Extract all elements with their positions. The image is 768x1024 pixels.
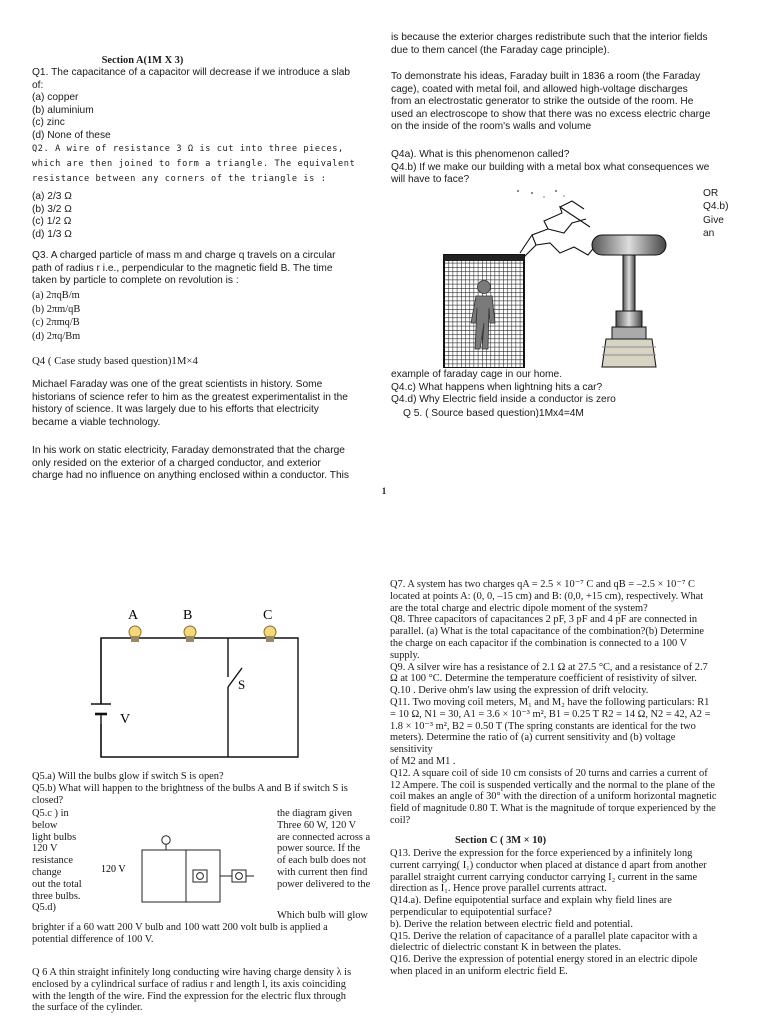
q5c-word: below (32, 819, 58, 831)
q2-option: (c) 1/2 Ω (32, 216, 72, 228)
q5c-word: light bulbs (32, 831, 77, 843)
bulb-icon (162, 836, 170, 850)
section-c-questions (390, 848, 762, 978)
q12-line: 12 Ampere. The coil is suspended vertically and the normal to the plane of the (390, 779, 716, 791)
q8-line: parallel. (a) What is the total capacitance of the combination?(b) Determine (390, 626, 704, 638)
q13-line: Q13. Derive the expression for the force experienced by a infinitely long (390, 848, 693, 859)
q7-line: located at points A: (0, 0, –15 cm) and B: (0,0, +15 cm), respectively. What (390, 590, 704, 602)
q15-line: dielectric of dielectric constant K in between the plates. (390, 942, 622, 954)
q12-line: coil makes an angle of 30° with the direction of a uniform horizontal magnetic (390, 791, 717, 803)
an-word: an (703, 228, 715, 240)
q5d-right: Which bulb will glow (277, 910, 368, 921)
q3-option: (c) 2πmq/B (32, 317, 80, 329)
question-5-ab (32, 771, 382, 806)
paragraph-line: In his work on static electricity, Faraday demonstrated that the charge (32, 445, 345, 456)
q3-line: taken by particle to complete on revolution is : (32, 275, 239, 287)
bulb-label: C (263, 608, 273, 623)
q3-option: (a) 2πqB/m (32, 290, 80, 301)
q12-line: Q12. A square coil of side 10 cm consists of 20 turns and carries a current of (390, 767, 708, 779)
paragraph-line: became a viable technology. (32, 416, 161, 428)
paragraph-line: To demonstrate his ideas, Faraday built in 1836 a room (the Faraday (391, 71, 701, 82)
q3-line: path of radius r i.e., perpendicular to the magnetic field B. The time (32, 262, 333, 274)
q11-line: 1.8 × 10⁻³ m², B2 = 0.50 T (The spring constants are identical for the two (390, 720, 696, 732)
q3-option: (b) 2πm/qB (32, 303, 81, 315)
battery-icon (91, 638, 111, 757)
q4b-alt-text (703, 187, 763, 241)
q1-option: (d) None of these (32, 129, 111, 141)
page-number: 1 (381, 486, 387, 496)
small-sparks-icon (517, 190, 565, 198)
q2-option: (d) 1/3 Ω (32, 228, 72, 240)
questions-7-to-12 (390, 579, 762, 827)
q5c-text: power delivered to the (277, 878, 371, 890)
faraday-cage-intro (391, 32, 761, 57)
q8-line: Q8. Three capacitors of capacitances 2 pF, 3 pF and 4 pF are connected in (390, 614, 698, 626)
q6-line: Q 6 A thin straight infinitely long conducting wire having charge density λ is (32, 967, 352, 978)
q4-heading: Q4 ( Case study based question)1M×4 (32, 355, 198, 367)
bulb-icon (193, 870, 207, 882)
paragraph-line: is because the exterior charges redistribute such that the interior fields (391, 32, 708, 43)
paragraph-line: Michael Faraday was one of the great scientists in history. Some (32, 379, 323, 390)
q11-line: = 10 Ω, N1 = 30, A1 = 3.6 × 10⁻³ m², B1 = 0.25 T R2 = 14 Ω, N2 = 42, A2 = (390, 708, 711, 720)
question-5d (32, 922, 384, 946)
voltage-label: 120 V (101, 864, 126, 875)
q5c-text: are connected across a (277, 831, 371, 843)
q5c-word: resistance (32, 855, 73, 867)
section-c-title: Section C ( 3M × 10) (455, 835, 547, 846)
q12-line: field of magnitude 0.80 T. What is the magnitude of torque experienced by the (390, 803, 716, 815)
question-2 (32, 142, 384, 188)
three-bulb-circuit-diagram (98, 830, 268, 912)
q3-line: Q3. A charged particle of mass m and charge q travels on a circular (32, 250, 336, 261)
q5c-word: change (32, 866, 62, 878)
q4-subquestions (391, 149, 761, 187)
q15-line: Q15. Derive the relation of capacitance of a parallel plate capacitor with a (390, 930, 698, 942)
tesla-coil-icon (592, 235, 666, 367)
q5c-text: Three 60 W, 120 V (277, 819, 357, 831)
question-1 (32, 67, 384, 143)
circuit-wires (101, 638, 298, 757)
q2-line: Q2. A wire of resistance 3 Ω is cut into three pieces, (32, 144, 344, 154)
q6-line: enclosed by a cylindrical surface of radius r and length l, its axis coinciding (32, 978, 346, 990)
q1-line: of: (32, 79, 44, 91)
q13-line: direction as I₁. Hence prove parallel currents attract. (390, 883, 607, 895)
page-2 (0, 512, 768, 1024)
paragraph-line: charge had no influence on anything enclosed within a conductor. This (32, 470, 349, 482)
q4a-line: Q4a). What is this phenomenon called? (391, 149, 570, 160)
q1-option: (b) aluminium (32, 104, 94, 116)
section-a-title: Section A(1M X 3) (101, 55, 184, 66)
q14-line: perpendicular to equipotential surface? (390, 906, 552, 918)
q11-line: meters). Determine the ratio of (a) current sensitivity and (b) voltage (390, 732, 676, 744)
q1-option: (c) zinc (32, 117, 65, 129)
q11-line: of M2 and M1 . (390, 755, 456, 767)
q16-line: when placed in an uniform electric field E. (390, 965, 568, 977)
q4b-line: Q4.b) If we make our building with a metal box what consequences we (391, 161, 710, 173)
faraday-cage-illustration (440, 183, 695, 368)
paragraph-line: only resided on the exterior of a charged conductor, and exterior (32, 457, 321, 469)
bulb-circuit-diagram (80, 592, 310, 762)
q6-line: the surface of the cylinder. (32, 1002, 143, 1014)
q5c-text: power source. If the (277, 843, 361, 855)
q2-option: (b) 3/2 Ω (32, 203, 72, 215)
q4-more-subquestions (391, 369, 761, 407)
battery-label: V (120, 712, 131, 727)
faraday-paragraph-1 (32, 379, 384, 429)
q5c-text: of each bulb does not (277, 855, 366, 867)
question-3 (32, 250, 384, 288)
q1-line: Q1. The capacitance of a capacitor will decrease if we introduce a slab (32, 67, 351, 78)
q5c-right-column (277, 808, 387, 891)
q8-line: the charge on each capacitor if the combination is connected to a 100 V (390, 637, 688, 649)
q5d-line: potential difference of 100 V. (32, 933, 154, 945)
q11-line: sensitivity (390, 744, 433, 756)
faraday-cage-paragraph (391, 71, 761, 134)
q4c-line: Q4.c) What happens when lightning hits a car? (391, 381, 603, 393)
q7-line: Q7. A system has two charges qA = 2.5 × 10⁻⁷ C and qB = –2.5 × 10⁻⁷ C (390, 579, 695, 590)
q2-line: which are then joined to form a triangle. The equivalent (32, 159, 356, 170)
q5a-line: Q5.a) Will the bulbs glow if switch S is open? (32, 771, 224, 782)
q4d-line: Q4.d) Why Electric field inside a conductor is zero (391, 394, 616, 406)
q16-line: Q16. Derive the expression of potential energy stored in an electric dipole (390, 954, 698, 966)
q2-option: (a) 2/3 Ω (32, 191, 72, 202)
q6-line: with the length of the wire. Find the expression for the electric flux through (32, 990, 346, 1002)
q5c-word: Q5.c ) in (32, 808, 69, 819)
bulb-b-icon (184, 626, 196, 642)
paragraph-line: used an electroscope to show that there was no excess electric charge (391, 108, 711, 120)
paragraph-line: due to them cancel (the Faraday cage principle). (391, 44, 610, 56)
question-3-options (32, 289, 232, 343)
q5c-text: with current then find (277, 866, 368, 878)
switch-label: S (238, 677, 246, 692)
paragraph-line: from an electrostatic generator to strike the outside of the room. He (391, 96, 694, 108)
q13-line: current carrying( I₁) conductor when placed at distance d apart from another (390, 859, 707, 871)
q9-line: Q9. A silver wire has a resistance of 2.1 Ω at 27.5 °C, and a resistance of 2.7 (390, 661, 708, 673)
q5c-word: out the total (32, 878, 82, 890)
q9-line: Ω at 100 °C. Determine the temperature coefficient of resistivity of silver. (390, 673, 697, 685)
q14-line: Q14.a). Define equipotential surface and explain why field lines are (390, 895, 672, 907)
q11-line: Q11. Two moving coil meters, M₁ and M₂ have the following particulars: R1 (390, 696, 710, 708)
q10-line: Q.10 . Derive ohm's law using the expression of drift velocity. (390, 685, 649, 697)
lightning-icon (520, 201, 604, 257)
q5b-line: closed? (32, 794, 64, 806)
q13-line: parallel straight current carrying conductor carrying I₂ current in the same (390, 871, 698, 883)
q2-line: resistance between any corners of the triangle is : (32, 174, 327, 185)
q5-heading: Q 5. ( Source based question)1Mx4=4M (403, 408, 584, 419)
q8-line: supply. (390, 649, 420, 661)
paragraph-line: cage), coated with metal foil, and allowed high-voltage discharges (391, 83, 688, 95)
bulb-a-icon (129, 626, 141, 642)
q5d-word: Q5.d) (32, 902, 56, 914)
bulb-label: B (183, 608, 193, 623)
q1-option: (a) copper (32, 92, 79, 104)
paragraph-line: on the inside of the room's walls and volume (391, 121, 592, 133)
q7-line: are the total charge and electric dipole moment of the system? (390, 602, 648, 614)
q5d-line: brighter if a 60 watt 200 V bulb and 100 watt 200 volt bulb is applied a (32, 922, 328, 933)
question-2-options (32, 191, 384, 241)
q5c-word: 120 V (32, 843, 58, 855)
paragraph-line: history of science. It was largely due to his efforts that electricity (32, 404, 319, 416)
bulb-c-icon (264, 626, 276, 642)
q12-line: coil? (390, 814, 411, 826)
paragraph-line: historians of science refer to him as the greatest experimentalist in the (32, 391, 348, 403)
q4b-line: will have to face? (391, 174, 470, 186)
bulb-label: A (128, 608, 139, 623)
q4b-line: example of faraday cage in our home. (391, 369, 563, 380)
give-word: Give (703, 214, 724, 226)
q4b-word: Q4.b) (703, 201, 729, 213)
q14-line: b). Derive the relation between electric field and potential. (390, 918, 633, 930)
q5c-word: three bulbs. (32, 890, 81, 902)
faraday-paragraph-2 (32, 445, 384, 483)
q3-option: (d) 2πq/Bm (32, 330, 81, 342)
q5b-line: Q5.b) What will happen to the brightness of the bulbs A and B if switch S is (32, 782, 348, 794)
question-6 (32, 967, 384, 1014)
or-word: OR (703, 188, 719, 199)
bulb-icon (232, 870, 246, 882)
q5c-text: the diagram given (277, 808, 353, 819)
